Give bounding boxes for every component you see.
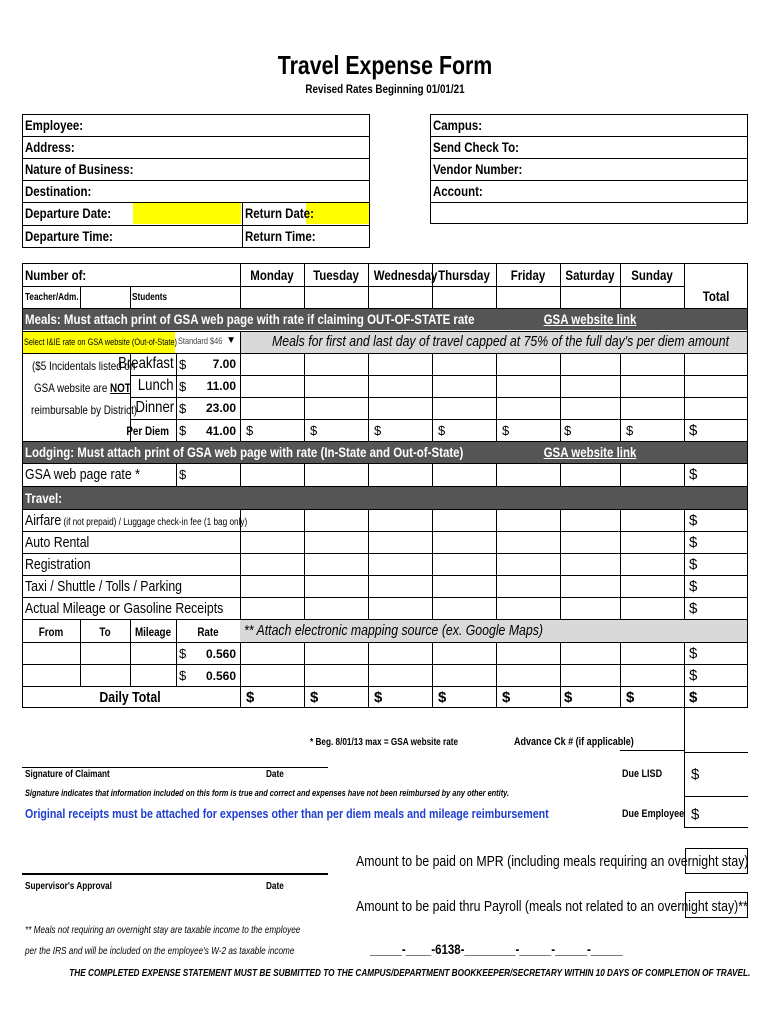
beg-note: * Beg. 8/01/13 max = GSA website rate <box>310 737 459 748</box>
day-saturday: Saturday <box>565 267 615 283</box>
total-column-header: Total <box>702 288 730 304</box>
incidentals-note-3: reimbursable by District) <box>31 403 138 417</box>
address-label: Address: <box>25 139 75 155</box>
travel-header-bar <box>23 487 747 509</box>
signature-claimant-label: Signature of Claimant <box>25 769 110 780</box>
day-monday: Monday <box>250 267 294 283</box>
daily-total-sun: $ <box>626 689 635 706</box>
incidentals-note-1: ($5 Incidentals listed on <box>32 359 136 373</box>
taxable-note-1: ** Meals not requiring an overnight stay are taxable income to the employee <box>25 925 301 936</box>
ie-rate-select-value: Standard $46 <box>178 336 223 346</box>
daily-total-sat: $ <box>564 689 573 706</box>
day-thursday: Thursday <box>438 267 490 283</box>
mileage-label: Actual Mileage or Gasoline Receipts <box>25 600 224 617</box>
due-lisd-label: Due LISD <box>622 768 663 780</box>
airfare-row <box>25 512 247 530</box>
meals-header: Meals: Must attach print of GSA web page with rate if claiming OUT-OF-STATE rate <box>25 311 475 327</box>
lodging-total[interactable]: $ <box>689 466 698 483</box>
meal-breakfast-label: Breakfast <box>118 355 174 372</box>
mpr-amount-input[interactable] <box>685 848 748 874</box>
ie-rate-label: Select I&IE rate on GSA website (Out-of-State) <box>24 337 178 347</box>
registration-total[interactable]: $ <box>689 556 698 573</box>
mileage-col-header: Mileage <box>134 625 172 639</box>
daily-total-grand: $ <box>689 689 698 706</box>
rate-row-2-currency: $ <box>179 668 187 683</box>
auto-rental-label: Auto Rental <box>25 534 90 551</box>
lunch-currency: $ <box>179 379 187 394</box>
teacher-adm-label: Teacher/Adm. <box>25 292 79 303</box>
day-sunday: Sunday <box>631 267 673 283</box>
per-diem-total[interactable]: $ <box>689 422 698 439</box>
per-diem-sat[interactable]: $ <box>564 423 572 438</box>
auto-rental-total[interactable]: $ <box>689 534 698 551</box>
send-check-to-label: Send Check To: <box>433 139 519 155</box>
per-diem-amount: 41.00 <box>205 424 236 438</box>
chevron-down-icon: ▼ <box>226 335 236 346</box>
dinner-amount: 23.00 <box>205 401 236 415</box>
registration-label: Registration <box>25 556 91 573</box>
due-lisd-amount[interactable]: $ <box>691 766 700 783</box>
rate-row-1-currency: $ <box>179 646 187 661</box>
receipts-note: Original receipts must be attached for expenses other than per diem meals and mileage reimbursement <box>25 806 549 821</box>
account-label: Account: <box>433 183 483 199</box>
payroll-amount-input[interactable] <box>685 892 748 918</box>
daily-total-tue: $ <box>310 689 319 706</box>
return-time-label: Return Time: <box>245 228 316 244</box>
per-diem-tue[interactable]: $ <box>310 423 318 438</box>
breakfast-currency: $ <box>179 357 187 372</box>
page-subtitle: Revised Rates Beginning 01/01/21 <box>305 82 465 96</box>
from-col-header: From <box>38 625 64 639</box>
rate-col-header: Rate <box>197 625 219 639</box>
taxi-total[interactable]: $ <box>689 578 698 595</box>
lodging-rate-currency[interactable]: $ <box>179 467 187 482</box>
departure-date-label: Departure Date: <box>25 205 112 221</box>
supervisor-approval-label: Supervisor's Approval <box>25 881 112 892</box>
daily-total-fri: $ <box>502 689 511 706</box>
incidentals-note-2 <box>34 381 131 395</box>
rate-row-1-value: 0.560 <box>205 647 236 661</box>
account-code-line: _____-____-6138-________-_____-_____-_____ <box>370 941 623 957</box>
gsa-web-page-rate-label: GSA web page rate * <box>25 466 140 483</box>
supervisor-date-label: Date <box>266 881 284 892</box>
destination-label: Destination: <box>25 183 92 199</box>
meals-gsa-link[interactable]: GSA website link <box>543 311 637 327</box>
ie-rate-select[interactable] <box>176 332 239 353</box>
mapping-note: ** Attach electronic mapping source (ex. Google Maps) <box>244 622 543 639</box>
payroll-amount-label: Amount to be paid thru Payroll (meals not related to an overnight stay)** <box>356 898 748 915</box>
mileage-total[interactable]: $ <box>689 600 698 617</box>
airfare-label: Airfare <box>25 512 62 529</box>
daily-total-wed: $ <box>374 689 383 706</box>
signature-statement: Signature indicates that information included on this form is true and correct and expenses have not been reimbursed by any other entity. <box>25 788 510 798</box>
breakfast-amount: 7.00 <box>212 357 236 371</box>
daily-total-thu: $ <box>438 689 447 706</box>
to-col-header: To <box>99 625 111 639</box>
per-diem-thu[interactable]: $ <box>438 423 446 438</box>
vendor-number-label: Vendor Number: <box>433 161 523 177</box>
students-label: Students <box>132 292 168 303</box>
meals-cap-note: Meals for first and last day of travel capped at 75% of the full day's per diem amount <box>272 333 730 350</box>
dinner-currency: $ <box>179 401 187 416</box>
daily-total-mon: $ <box>246 689 255 706</box>
number-of-label: Number of: <box>25 267 87 283</box>
per-diem-wed[interactable]: $ <box>374 423 382 438</box>
per-diem-fri[interactable]: $ <box>502 423 510 438</box>
advance-check-label: Advance Ck # (if applicable) <box>514 736 634 748</box>
taxable-note-2: per the IRS and will be included on the employee's W-2 as taxable income <box>25 946 295 957</box>
departure-time-label: Departure Time: <box>25 228 113 244</box>
lodging-gsa-link[interactable]: GSA website link <box>543 444 637 460</box>
daily-total-label: Daily Total <box>99 689 161 706</box>
due-employee-amount[interactable]: $ <box>691 806 700 823</box>
travel-header: Travel: <box>25 490 63 506</box>
campus-label: Campus: <box>433 117 483 133</box>
day-tuesday: Tuesday <box>313 267 359 283</box>
incidentals-note-2a: GSA website are <box>34 381 111 395</box>
per-diem-mon[interactable]: $ <box>246 423 254 438</box>
employee-label: Employee: <box>25 117 84 133</box>
airfare-total[interactable]: $ <box>689 512 698 529</box>
airfare-note: (if not prepaid) / Luggage check-in fee (1 bag only) <box>61 517 248 528</box>
mileage-row-1-total[interactable]: $ <box>689 645 698 662</box>
return-date-label: Return Date: <box>245 205 314 221</box>
incidentals-not: NOT <box>110 381 131 395</box>
meal-lunch-label: Lunch <box>138 377 174 394</box>
lodging-header: Lodging: Must attach print of GSA web page with rate (In-State and Out-of-State) <box>25 444 464 460</box>
mileage-row-2-total[interactable]: $ <box>689 667 698 684</box>
day-friday: Friday <box>510 267 546 283</box>
claimant-date-label: Date <box>266 769 284 780</box>
due-employee-label: Due Employee <box>622 808 685 820</box>
return-date-input[interactable] <box>306 203 369 224</box>
per-diem-currency: $ <box>179 423 187 438</box>
page-title: Travel Expense Form <box>277 50 493 80</box>
nature-of-business-label: Nature of Business: <box>25 161 134 177</box>
meal-dinner-label: Dinner <box>135 399 174 416</box>
taxi-label: Taxi / Shuttle / Tolls / Parking <box>25 578 183 595</box>
mpr-amount-label: Amount to be paid on MPR (including meals requiring an overnight stay) <box>356 853 749 870</box>
rate-row-2-value: 0.560 <box>205 669 236 683</box>
meal-per-diem-label: Per Diem <box>126 424 169 438</box>
departure-date-input[interactable] <box>133 203 241 224</box>
day-wednesday: Wednesday <box>373 267 438 283</box>
completion-note: THE COMPLETED EXPENSE STATEMENT MUST BE SUBMITTED TO THE CAMPUS/DEPARTMENT BOOKKEEPER/SECRETARY WITHIN 10 DAYS OF COMPLETION OF TRAVEL. <box>69 968 751 979</box>
per-diem-sun[interactable]: $ <box>626 423 634 438</box>
lunch-amount: 11.00 <box>206 379 236 393</box>
